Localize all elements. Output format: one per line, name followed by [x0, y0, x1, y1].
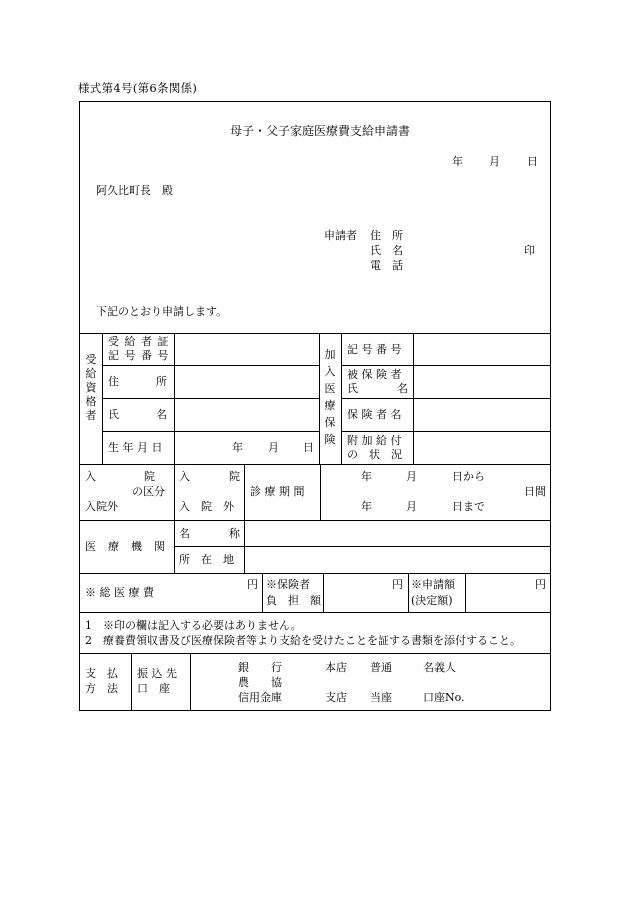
birth-year: 年: [232, 441, 243, 454]
line: [413, 333, 414, 464]
payment-method-label: 支 払: [85, 667, 118, 680]
note-2: 2 療養費領収書及び医療保険者等より支給を受けたことを証する書類を添付すること。: [85, 634, 521, 647]
line: [319, 333, 320, 464]
form-title: 母子・父子家庭医療費支給申請書: [230, 124, 411, 138]
requested-yen: 円: [535, 578, 546, 591]
line: [102, 333, 103, 464]
line: [102, 431, 319, 432]
addressee: 阿久比町長 殿: [96, 184, 173, 197]
insurance-group-label: 加 入 医 療 保 険: [324, 348, 336, 446]
total-cost-label: ※ 総 医 療 費: [85, 586, 154, 599]
seal-mark: 印: [524, 244, 535, 257]
line: [174, 546, 550, 547]
form-number: 様式第4号(第6条関係): [78, 81, 198, 95]
additional-benefit-label: の 状 況: [347, 448, 402, 461]
line: [174, 333, 175, 464]
treatment-period-label: 診 療 期 間: [250, 485, 305, 498]
period-from-suffix: 日から: [452, 470, 485, 483]
line: [190, 653, 191, 711]
line: [244, 464, 245, 573]
insurer-name-label: 保 険 者 名: [347, 408, 402, 421]
period-to-suffix: 日まで: [452, 500, 485, 513]
insurer-burden-label: 負 担 額: [266, 594, 321, 607]
hospitalization-label: 入: [85, 470, 96, 483]
applicant-label: 申請者: [324, 229, 357, 242]
institution-name-label: 称: [229, 527, 240, 540]
hospitalization-label: 院: [144, 470, 155, 483]
recipient-address-label: 住: [108, 375, 119, 388]
application-form: [79, 101, 551, 711]
institution-location-label: 所 在 地: [179, 553, 234, 566]
account-holder-label: 名義人: [423, 661, 456, 674]
period-from-month: 月: [406, 470, 417, 483]
account-number-label: 口座No.: [423, 691, 465, 704]
recipient-name-label: 氏: [108, 408, 119, 421]
burden-yen: 円: [392, 578, 403, 591]
hospitalization-label: の区分: [132, 485, 165, 498]
line: [80, 573, 550, 574]
period-days: 日間: [524, 485, 546, 498]
branch: 支店: [325, 691, 347, 704]
period-to-year: 年: [361, 500, 372, 513]
note-1: 1 ※印の欄は記入する必要はありません。: [85, 619, 302, 632]
statement: 下記のとおり申請します。: [96, 305, 228, 318]
line: [80, 653, 550, 654]
insured-name-label: 名: [397, 382, 408, 395]
date-year: 年: [452, 155, 463, 168]
ordinary-account: 普通: [370, 661, 392, 674]
line: [131, 653, 132, 711]
date-month: 月: [489, 155, 500, 168]
line: [320, 464, 321, 520]
additional-benefit-label: 附 加 給 付: [347, 434, 402, 447]
line: [262, 573, 263, 612]
line: [102, 398, 319, 399]
period-from-year: 年: [361, 470, 372, 483]
outpatient-option: 入 院 外: [179, 500, 234, 513]
cert-number-label-1: 受 給 者 証: [108, 335, 170, 348]
birth-date-label: 生 年 月 日: [108, 441, 163, 454]
line: [465, 573, 466, 612]
line: [341, 431, 550, 432]
birth-day: 日: [303, 441, 314, 454]
period-to-month: 月: [406, 500, 417, 513]
transfer-account-label: 口 座: [137, 682, 170, 695]
recipient-address-label: 所: [156, 375, 167, 388]
credit-union-option: 信用金庫: [238, 691, 282, 704]
applicant-address-label: 住 所: [370, 229, 403, 242]
line: [408, 573, 409, 612]
institution-name-label: 名: [179, 527, 190, 540]
inpatient-option: 入: [179, 470, 190, 483]
bank-option: 銀 行: [238, 661, 282, 674]
insurer-burden-label: ※保険者: [266, 578, 310, 591]
transfer-account-label: 振 込 先: [137, 667, 177, 680]
inpatient-option: 院: [229, 470, 240, 483]
payment-method-label: 方 法: [85, 682, 118, 695]
requested-amount-label: ※申請額: [411, 578, 455, 591]
line: [80, 612, 550, 613]
insured-name-label: 被 保 険 者: [347, 368, 402, 381]
line: [323, 573, 324, 612]
line: [80, 464, 550, 465]
recipient-group-label: 受 給 資 格 者: [85, 353, 97, 422]
cert-number-label-2: 記 号 番 号: [108, 349, 170, 362]
institution-label: 医 療 機 関: [85, 540, 166, 553]
main-branch: 本店: [325, 661, 347, 674]
applicant-name-label: 氏 名: [370, 244, 403, 257]
requested-amount-label: (決定額): [411, 594, 453, 607]
current-account: 当座: [370, 691, 392, 704]
line: [341, 398, 550, 399]
symbol-number-label: 記 号 番 号: [347, 343, 402, 356]
hospitalization-label: 入院外: [85, 500, 118, 513]
line: [341, 333, 342, 464]
line: [80, 333, 550, 334]
line: [102, 365, 319, 366]
recipient-name-label: 名: [156, 408, 167, 421]
line: [174, 464, 175, 573]
total-cost-yen: 円: [247, 578, 258, 591]
line: [80, 520, 550, 521]
applicant-phone-label: 電 話: [370, 259, 403, 272]
agri-coop-option: 農 協: [238, 676, 282, 689]
line: [341, 365, 550, 366]
birth-month: 月: [268, 441, 279, 454]
insured-name-label: 氏: [347, 382, 358, 395]
date-day: 日: [527, 155, 538, 168]
